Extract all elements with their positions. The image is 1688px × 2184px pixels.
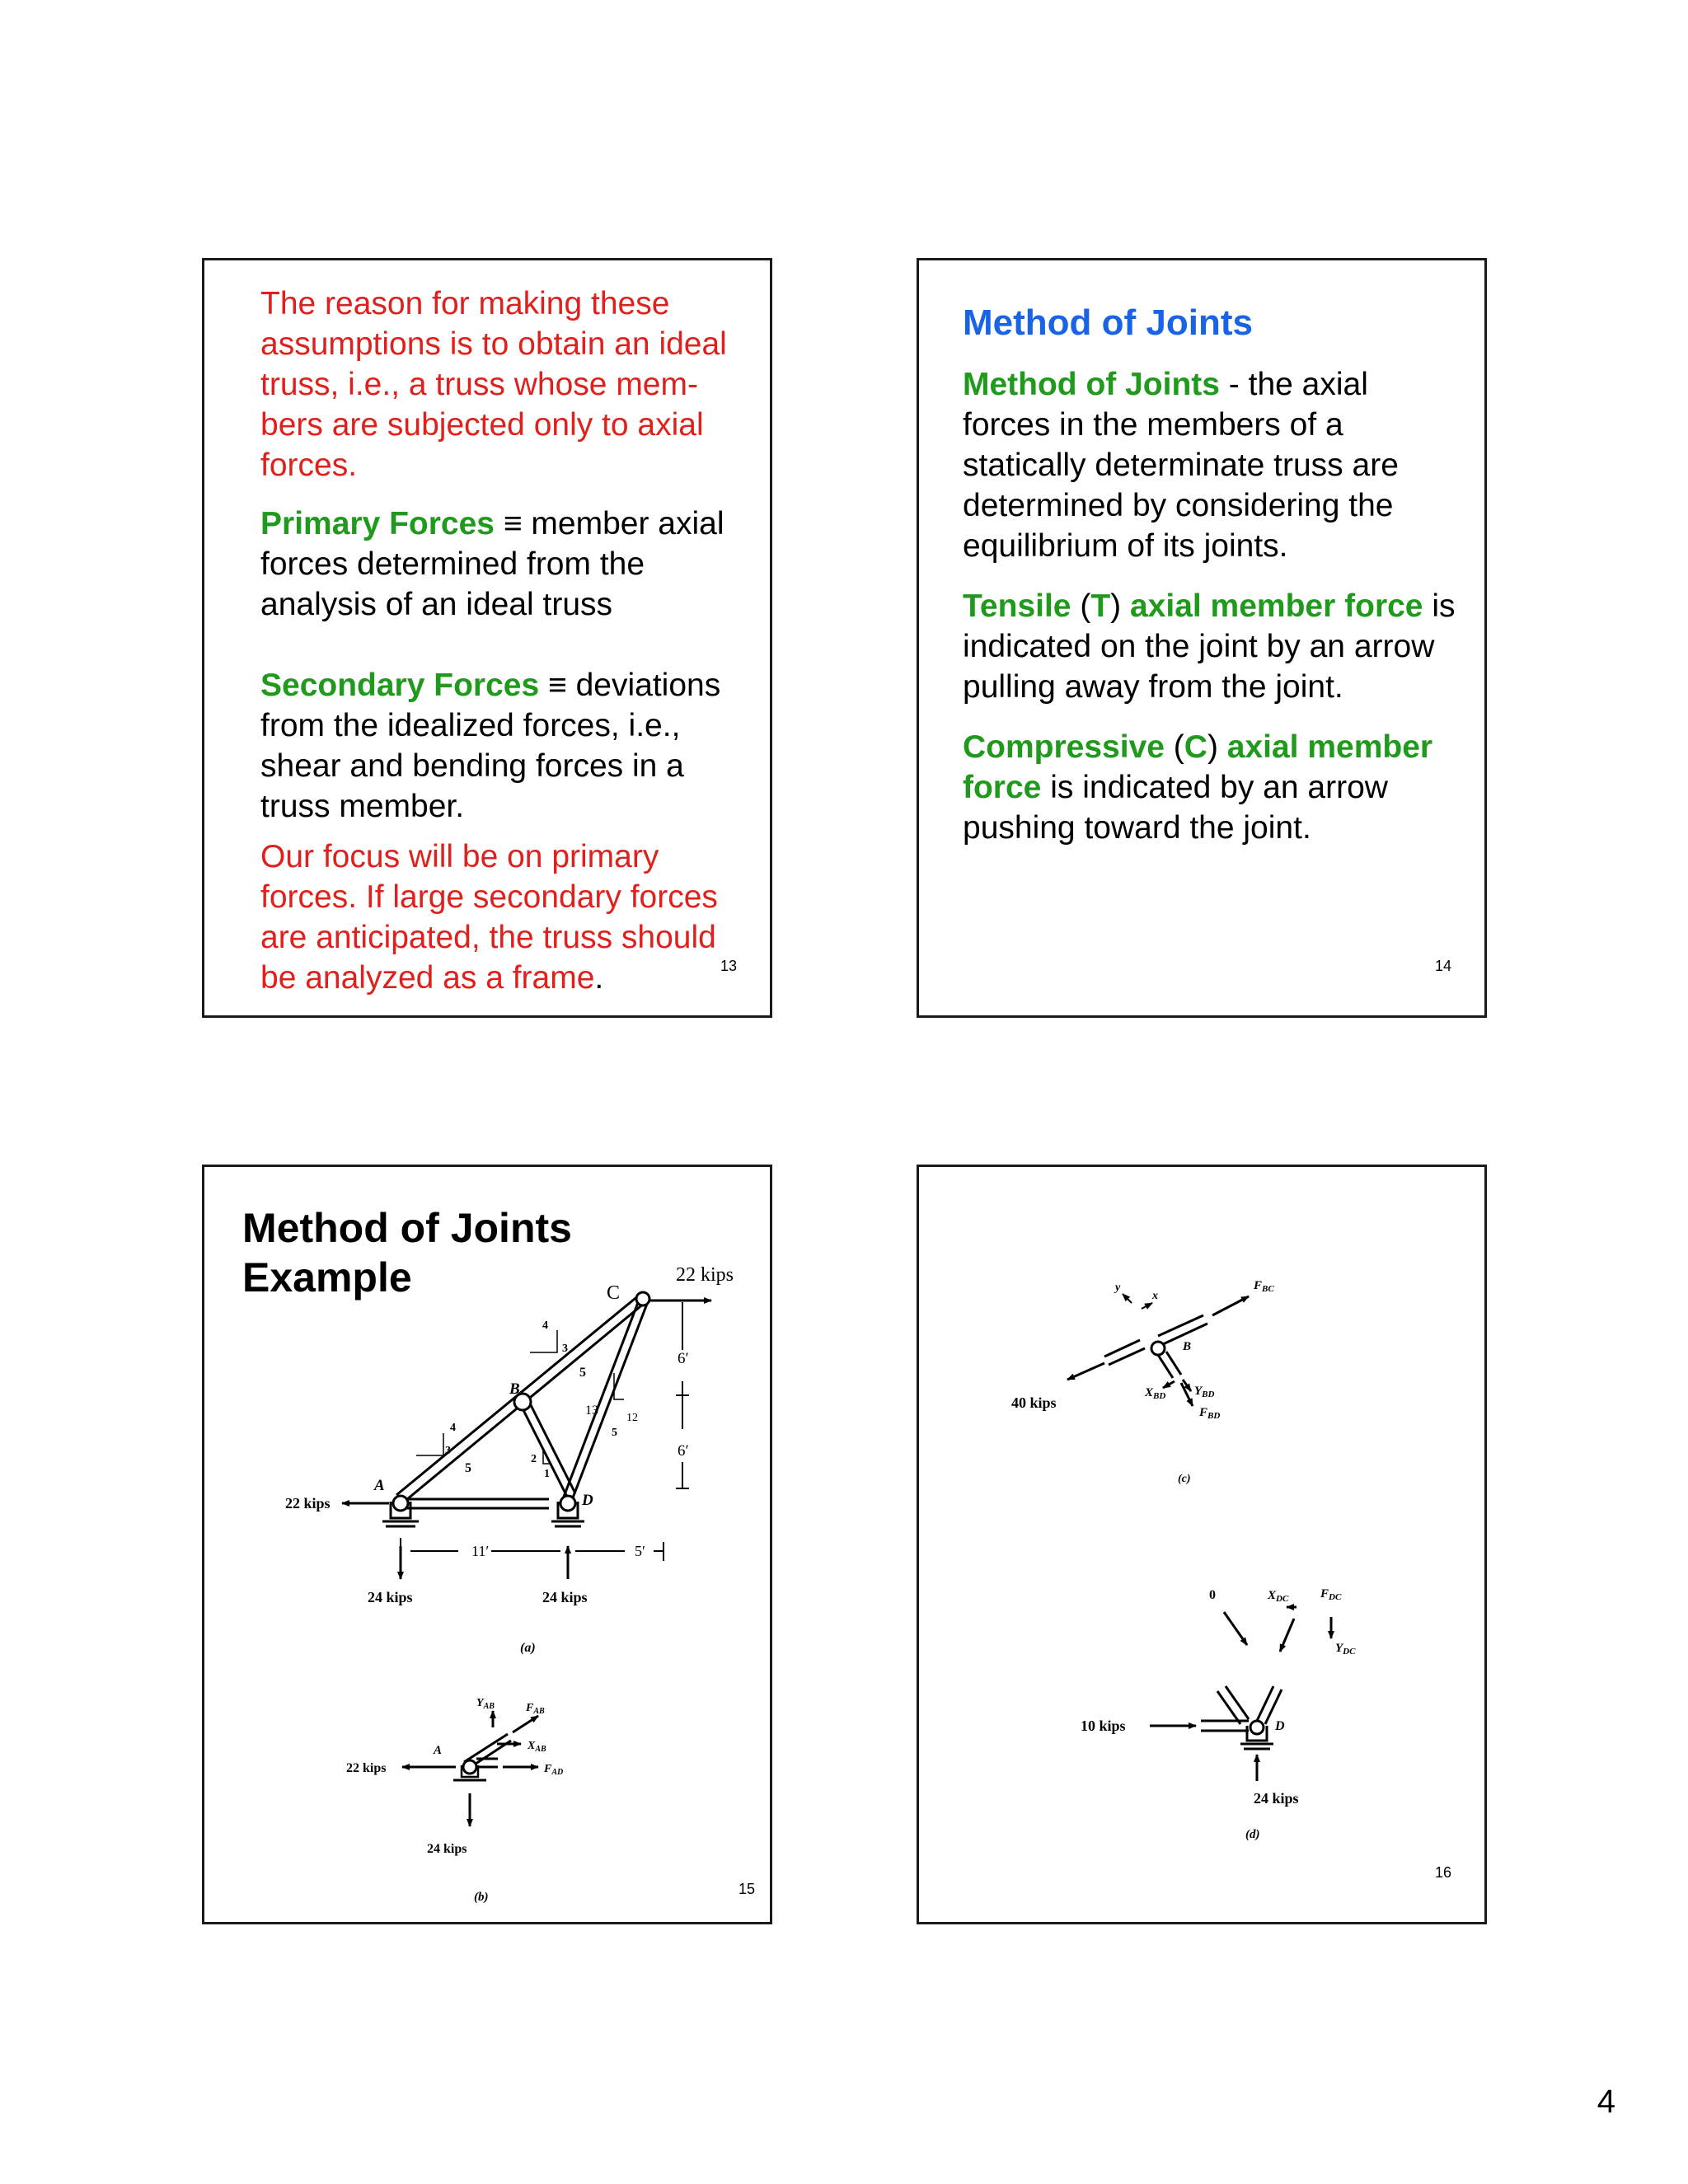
slide-16 (917, 1165, 1487, 1924)
text-period: . (594, 960, 604, 996)
text-line: truss member. (260, 789, 465, 824)
text-line: shear and bending forces in a (260, 748, 684, 784)
load-label-40: 40 kips (1011, 1394, 1057, 1411)
slide-number: 13 (720, 958, 737, 974)
slope-cd-5: 5 (612, 1427, 617, 1439)
label-zero: 0 (1209, 1588, 1216, 1602)
slope-bd-1: 1 (544, 1468, 550, 1480)
slide-14-text (963, 302, 1490, 848)
slope-top-4: 4 (542, 1319, 548, 1332)
joint-free-bodies-figure (919, 1167, 1484, 1922)
text-line: analysis of an ideal truss (260, 587, 613, 622)
slide-number: 14 (1434, 958, 1451, 974)
force-arrow-fdc (1280, 1619, 1294, 1652)
label-xbd: $X_{BD}$ (1145, 1386, 1166, 1401)
slope-lower-4: 4 (450, 1422, 456, 1434)
tensile-term: Tensile (963, 588, 1071, 624)
label-xdc: $X_{DC}$ (1268, 1589, 1289, 1604)
slope-lower-5: 5 (465, 1461, 471, 1475)
ideal-truss-paragraph (260, 284, 763, 485)
load-label-c: 22 kips (676, 1264, 734, 1286)
slide-number: 16 (1434, 1864, 1451, 1881)
slope-cd-13: 13 (585, 1404, 598, 1418)
reaction-label-d: 24 kips (542, 1589, 588, 1605)
axis-arrow-x (1142, 1303, 1152, 1309)
label-fdc: $F_{DC}$ (1320, 1587, 1342, 1602)
title-line: Method of Joints (242, 1205, 572, 1251)
joint-label-d: D (582, 1492, 593, 1509)
title-line: Example (242, 1254, 412, 1301)
primary-forces-term: Primary Forces (260, 506, 495, 541)
label-fbd: $F_{BD}$ (1199, 1406, 1221, 1421)
text-line: statically determinate truss are (963, 448, 1399, 483)
slide-15 (202, 1165, 772, 1924)
slope-top-5: 5 (579, 1366, 586, 1380)
text-line: forces. (260, 448, 358, 483)
joint-label-b: B (509, 1380, 520, 1398)
label-ybd: $Y_{BD}$ (1194, 1385, 1215, 1399)
fb-reaction-label: 24 kips (427, 1842, 467, 1856)
caption-c: (c) (1178, 1473, 1191, 1485)
member-cd-left (564, 1301, 639, 1497)
compressive-term: Compressive (963, 729, 1165, 765)
text-line: determined by considering the (963, 488, 1394, 523)
method-definition-paragraph (963, 364, 1490, 566)
tensile-paragraph: Tensile (T) axial member force is indicated on the joint by an arrow pulling away from the joint. (963, 588, 1456, 705)
text-line: forces. If large secondary forces (260, 879, 718, 915)
tensile-symbol: T (1090, 588, 1111, 624)
text-line: bers are subjected only to axial (260, 407, 704, 443)
slope-top-3: 3 (562, 1343, 568, 1355)
axial-member-force-term: axial member force (1129, 588, 1423, 624)
reaction-label-a: 24 kips (368, 1589, 413, 1605)
text-line: - the axial (1219, 367, 1368, 402)
text-line: pushing toward the joint. (963, 810, 1311, 846)
text-fragment: is (1423, 588, 1456, 624)
joint-label-c: C (607, 1282, 621, 1304)
secondary-forces-paragraph (260, 665, 763, 827)
axial-member-term: axial member (1226, 729, 1433, 765)
slope-bd-2: 2 (531, 1453, 537, 1465)
support-a-icon (382, 1496, 419, 1526)
text-line: be analyzed as a frame (260, 960, 595, 996)
text-fragment: is indicated by an arrow (1041, 770, 1388, 805)
label-fab: $F_{AB}$ (526, 1702, 545, 1716)
focus-paragraph (260, 837, 763, 998)
text-line: are anticipated, the truss should (260, 920, 716, 955)
truss-example-figure (204, 1167, 770, 1922)
label-fad: $F_{AD}$ (544, 1763, 564, 1777)
axis-arrow-y (1123, 1294, 1132, 1303)
fb-load-label: 22 kips (346, 1761, 387, 1775)
slide-title: Method of Joints (963, 302, 1253, 343)
text-line: truss, i.e., a truss whose mem- (260, 367, 698, 402)
dim-label-5: 5′ (635, 1543, 645, 1559)
slide-13 (202, 258, 772, 1018)
free-body-b (1104, 1315, 1207, 1378)
slope-triangle-lower (416, 1433, 443, 1455)
reaction-label-24: 24 kips (1254, 1790, 1299, 1807)
label-fbc: $F_{BC}$ (1254, 1279, 1274, 1294)
label-ydc: $Y_{DC}$ (1335, 1642, 1356, 1657)
label-x: x (1152, 1290, 1158, 1302)
caption-a: (a) (520, 1641, 536, 1655)
label-b: B (1183, 1340, 1192, 1353)
text-line: ≡ member axial (503, 506, 724, 541)
label-y: y (1115, 1282, 1121, 1294)
text-line: equilibrium of its joints. (963, 528, 1288, 564)
compressive-paragraph: Compressive (C) axial member force is indicated by an arrow pushing toward the joint. (963, 729, 1433, 846)
secondary-forces-term: Secondary Forces (260, 668, 540, 703)
primary-forces-paragraph (260, 504, 763, 625)
free-body-d (1201, 1686, 1282, 1749)
label-yab: $Y_{AB}$ (476, 1697, 495, 1711)
joint-c (636, 1292, 649, 1305)
slide-number: 15 (738, 1881, 755, 1897)
joint-label-a: A (374, 1477, 385, 1494)
label-d: D (1275, 1719, 1285, 1733)
method-of-joints-term: Method of Joints (963, 367, 1220, 402)
free-body-a (402, 1711, 538, 1826)
force-arrow-fab (513, 1716, 538, 1732)
text-line: assumptions is to obtain an ideal (260, 326, 727, 362)
load-label-a: 22 kips (285, 1495, 331, 1511)
compressive-symbol: C (1184, 729, 1207, 765)
text-line: ≡ deviations (548, 668, 721, 703)
load-arrow-40 (1067, 1363, 1104, 1380)
text-line: forces determined from the (260, 546, 645, 582)
force-arrow-zero (1224, 1612, 1247, 1645)
dim-label-6b: 6′ (678, 1442, 689, 1460)
force-arrow-xbd (1163, 1381, 1175, 1388)
fb-joint-label-a: A (434, 1744, 443, 1757)
text-line: The reason for making these (260, 286, 670, 321)
slope-cd-12: 12 (626, 1412, 638, 1424)
text-line: Our focus will be on primary (260, 839, 659, 874)
load-label-10: 10 kips (1081, 1718, 1126, 1734)
slope-triangle-top (530, 1330, 557, 1352)
caption-b: (b) (474, 1891, 489, 1904)
slide-13-text (260, 284, 763, 998)
label-xab: $X_{AB}$ (528, 1740, 546, 1754)
slide-14 (917, 258, 1487, 1018)
dim-label-6a: 6′ (678, 1350, 689, 1367)
text-line: forces in the members of a (963, 407, 1343, 443)
text-line: from the idealized forces, i.e., (260, 708, 681, 743)
support-d-icon (551, 1496, 584, 1526)
slope-lower-3: 3 (445, 1445, 451, 1457)
force-term: force (963, 770, 1042, 805)
member-bd-right (528, 1399, 575, 1493)
force-arrow-fbc (1212, 1296, 1249, 1315)
text-line: indicated on the joint by an arrow (963, 629, 1435, 664)
dim-label-11: 11′ (471, 1543, 490, 1559)
text-line: pulling away from the joint. (963, 669, 1343, 705)
page-number: 4 (1597, 2083, 1615, 2120)
caption-d: (d) (1245, 1828, 1260, 1841)
